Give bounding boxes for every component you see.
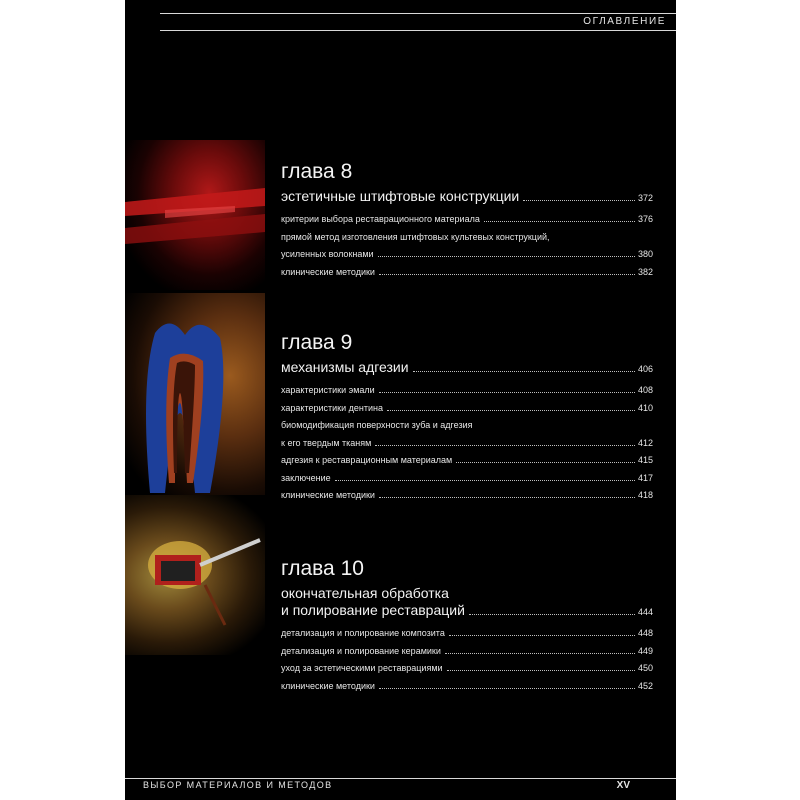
red-post-image	[125, 140, 265, 290]
entry-title: уход за эстетическими реставрациями	[281, 663, 443, 673]
entry-title: усиленных волокнами	[281, 249, 374, 259]
toc-entry[interactable]	[281, 678, 653, 696]
leader-dots	[375, 445, 635, 446]
entry-page: 376	[637, 214, 653, 224]
entry-page: 417	[637, 472, 653, 483]
leader-dots	[379, 497, 635, 498]
chapter-label: глава 9	[281, 331, 353, 354]
leader-dots	[379, 274, 635, 275]
chapter-9-illustration	[125, 293, 265, 500]
entry-title: критерии выбора реставрационного материала	[281, 214, 480, 224]
chapter-title: эстетичные штифтовые конструкции	[281, 188, 520, 204]
leader-dots	[335, 480, 635, 481]
entry-title: клинические методики	[281, 490, 375, 500]
entry-title: заключение	[281, 472, 331, 483]
toc-entry[interactable]	[281, 452, 653, 470]
toc-entry[interactable]	[281, 382, 653, 400]
entry-title: детализация и полирование керамики	[281, 645, 441, 656]
leader-dots	[449, 635, 635, 636]
chapter-title-row[interactable]	[281, 602, 653, 621]
entry-page: 410	[637, 402, 653, 413]
chapter-title: и полирование реставраций	[281, 602, 465, 618]
leader-dots	[387, 410, 635, 411]
entry-page: 452	[637, 680, 653, 691]
leader-dots	[413, 371, 635, 372]
entry-page: 450	[637, 663, 653, 673]
entry-title: биомодификация поверхности зуба и адгезия	[281, 420, 473, 430]
entry-title: прямой метод изготовления штифтовых культевых конструкций,	[281, 231, 550, 242]
chapter-10	[281, 557, 653, 695]
entry-page: 418	[637, 490, 653, 500]
entry-page: 448	[637, 628, 653, 638]
chapter-title: механизмы адгезии	[281, 359, 409, 375]
leader-dots	[447, 670, 635, 671]
chapter-title-row[interactable]	[281, 359, 653, 378]
leader-dots	[378, 256, 635, 257]
entry-title: детализация и полирование композита	[281, 628, 445, 638]
chapter-9	[281, 331, 653, 505]
chapter-title-row[interactable]	[281, 188, 653, 207]
chapter-8-illustration	[125, 140, 265, 290]
entry-page: 449	[637, 645, 653, 656]
entry-title: клинические методики	[281, 266, 375, 277]
entry-page: 408	[637, 385, 653, 395]
entry-title: характеристики дентина	[281, 402, 383, 413]
leader-dots	[484, 221, 635, 222]
entry-title: клинические методики	[281, 680, 375, 691]
chapter-8	[281, 160, 653, 281]
leader-dots	[469, 614, 635, 615]
section-header: ОГЛАВЛЕНИЕ	[583, 16, 666, 27]
entry-page: 415	[637, 455, 653, 465]
toc-entry[interactable]	[281, 211, 653, 229]
top-rule	[160, 13, 676, 14]
entry-page: 382	[637, 266, 653, 277]
book-page	[125, 0, 676, 800]
top-rule-lower	[160, 30, 676, 31]
toc-entry[interactable]	[281, 229, 653, 247]
toc-entry[interactable]	[281, 435, 653, 453]
book-title-footer: ВЫБОР МАТЕРИАЛОВ И МЕТОДОВ	[143, 780, 333, 790]
chapter-label: глава 10	[281, 557, 364, 580]
entry-page: 412	[637, 437, 653, 448]
leader-dots	[456, 462, 635, 463]
bottom-rule	[125, 778, 676, 779]
entry-title: к его твердым тканям	[281, 437, 372, 448]
tooth-section-image	[125, 293, 265, 500]
toc-entry[interactable]	[281, 264, 653, 282]
leader-dots	[445, 653, 635, 654]
toc-entry[interactable]	[281, 660, 653, 678]
toc-entry[interactable]	[281, 625, 653, 643]
chapter-page: 406	[637, 364, 653, 374]
leader-dots	[379, 392, 635, 393]
chapter-page: 372	[637, 193, 653, 203]
toc-entry[interactable]	[281, 400, 653, 418]
entry-title: характеристики эмали	[281, 385, 375, 395]
chapter-title-line1: окончательная обработка	[281, 585, 449, 601]
toc-entry[interactable]	[281, 246, 653, 264]
chapter-label: глава 8	[281, 160, 353, 183]
leader-dots	[379, 688, 635, 689]
toc-entry[interactable]	[281, 487, 653, 505]
chapter-10-illustration	[125, 495, 265, 655]
entry-title: адгезия к реставрационным материалам	[281, 455, 453, 465]
toc-entry[interactable]	[281, 470, 653, 488]
entry-page: 380	[637, 249, 653, 259]
toc-entry[interactable]	[281, 643, 653, 661]
leader-dots	[523, 200, 635, 201]
polishing-bur-image	[125, 495, 265, 655]
toc-entry[interactable]	[281, 417, 653, 435]
chapter-page: 444	[637, 607, 653, 617]
page-number: XV	[616, 780, 630, 791]
